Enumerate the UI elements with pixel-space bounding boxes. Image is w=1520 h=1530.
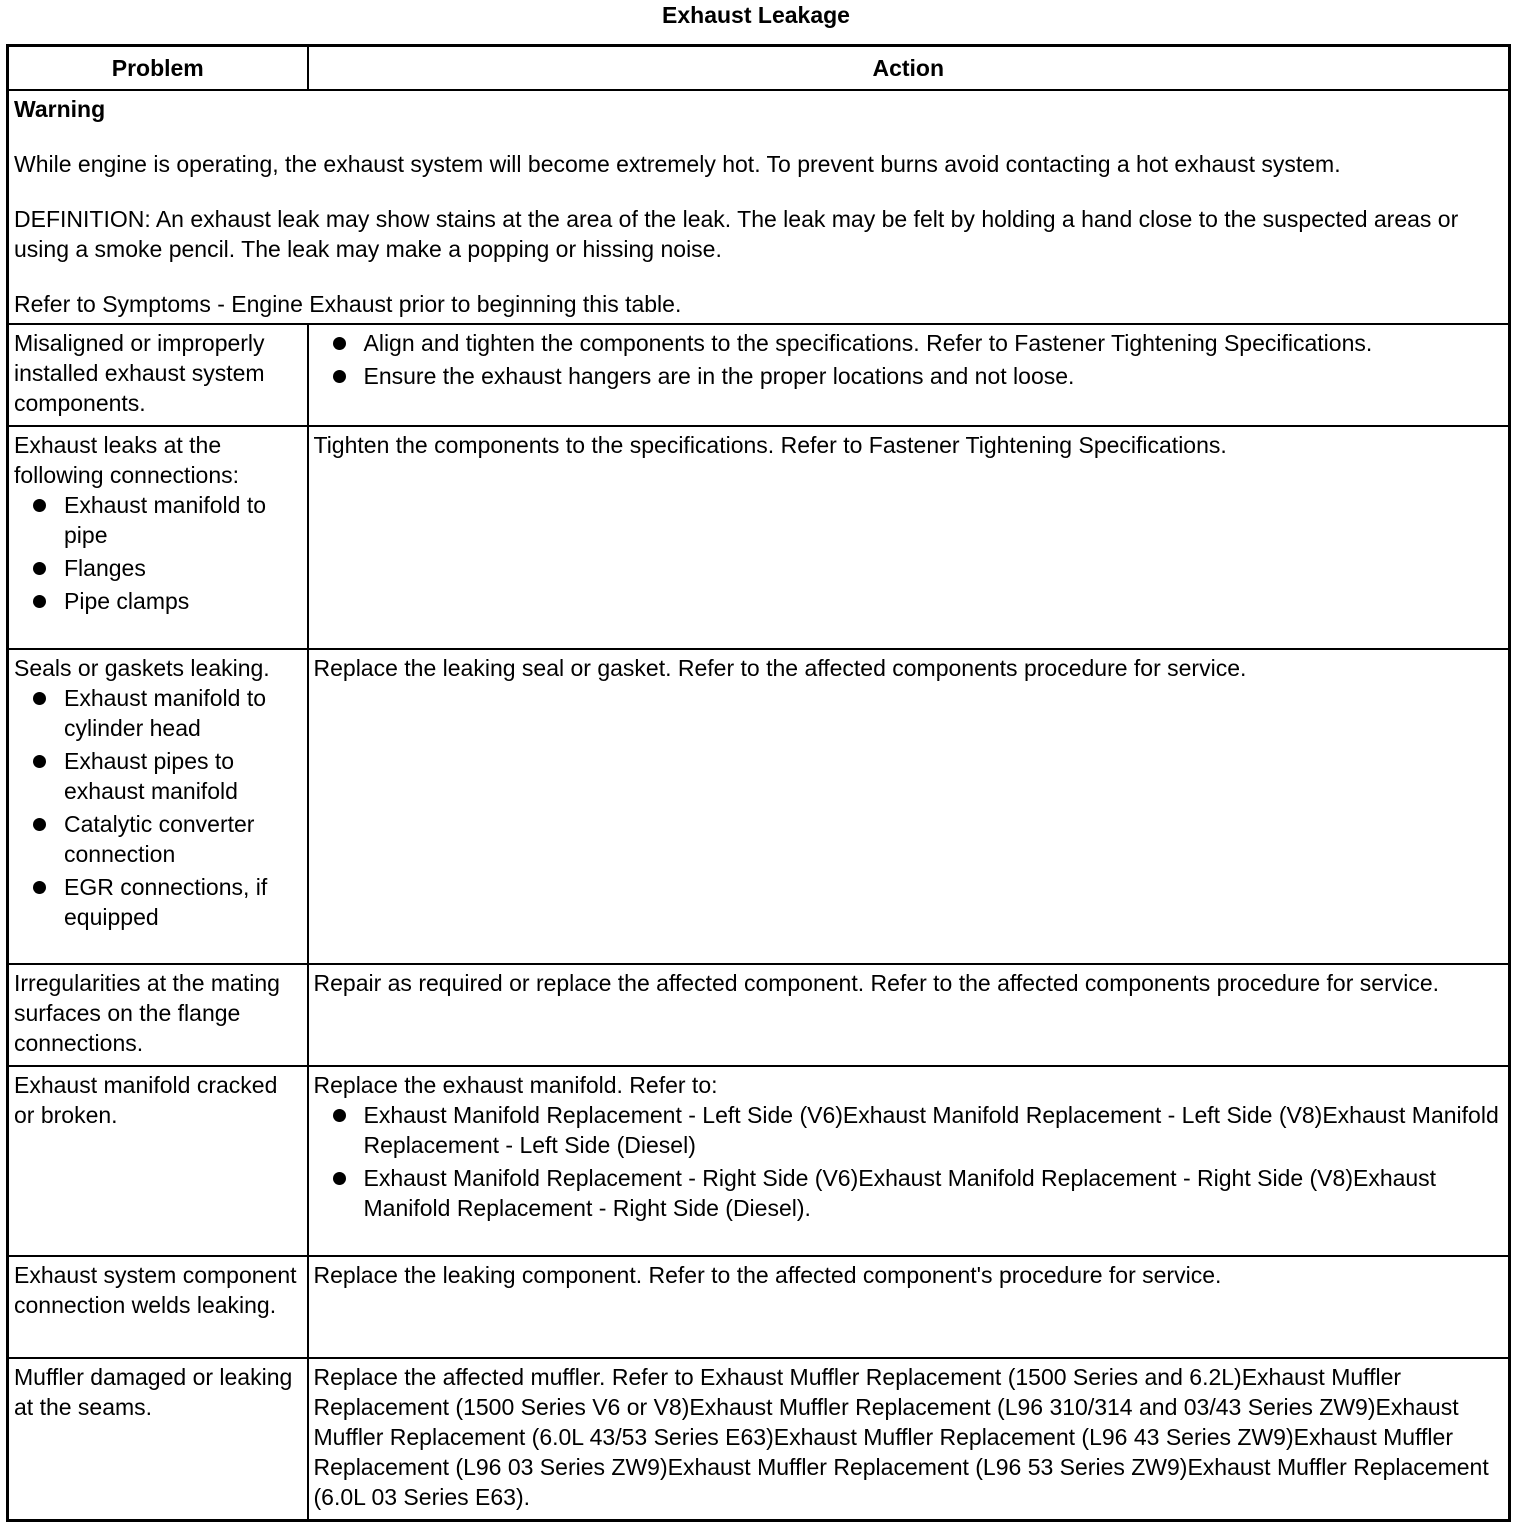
action-cell (308, 649, 1510, 964)
table-row (8, 1256, 1510, 1358)
table-row (8, 426, 1510, 649)
table-row (8, 1358, 1510, 1520)
table-row (8, 964, 1510, 1066)
problem-cell (8, 964, 308, 1066)
list-item: Exhaust pipes to exhaust manifold (14, 746, 304, 806)
problem-cell (8, 1256, 308, 1358)
action-cell (308, 324, 1510, 426)
problem-text: Exhaust system component connection welds leaking. (14, 1262, 297, 1318)
table-row (8, 649, 1510, 964)
table-row (8, 324, 1510, 426)
warning-label: Warning (14, 96, 106, 122)
action-cell (308, 426, 1510, 649)
problem-list (14, 490, 304, 616)
list-item: Catalytic converter connection (14, 809, 304, 869)
exhaust-leakage-table (6, 44, 1511, 1522)
problem-text: Exhaust manifold cracked or broken. (14, 1072, 278, 1128)
problem-text: Irregularities at the mating surfaces on the flange connections. (14, 970, 280, 1056)
table-header-row (8, 46, 1510, 91)
problem-text: Seals or gaskets leaking. (14, 655, 270, 681)
action-cell (308, 964, 1510, 1066)
action-text: Replace the leaking seal or gasket. Refer to the affected components procedure for service. (313, 655, 1247, 681)
column-header-problem: Problem (8, 46, 308, 91)
refer-text: Refer to Symptoms - Engine Exhaust prior to beginning this table. (14, 291, 682, 317)
page-title: Exhaust Leakage (662, 2, 850, 28)
list-item: Pipe clamps (14, 586, 304, 616)
action-list (314, 328, 1506, 391)
list-item: Exhaust Manifold Replacement - Right Side (V6)Exhaust Manifold Replacement - Right Side (V8)Exhaust Manifold Replacement - Right Side (Diesel). (314, 1163, 1506, 1223)
problem-cell (8, 1358, 308, 1520)
action-cell (308, 1256, 1510, 1358)
action-text: Replace the affected muffler. Refer to Exhaust Muffler Replacement (1500 Series and 6.2L)Exhaust Muffler Replacement (1500 Series V6 or V8)Exhaust Muffler Replacement (L96 310/314 and 03/43 Series ZW9)Exhaust Muffler Replacement (6.0L 43/53 Series E63)Exhaust Muffler Replacement (L96 43 Series ZW9)Exhaust Muffler Replacement (L96 03 Series ZW9)Exhaust Muffler Replacement (L96 53 Series ZW9)Exhaust Muffler Replacement (6.0L 03 Series E63). (313, 1364, 1489, 1510)
problem-cell (8, 649, 308, 964)
list-item: Exhaust manifold to cylinder head (14, 683, 304, 743)
problem-cell (8, 426, 308, 649)
action-text: Tighten the components to the specifications. Refer to Fastener Tightening Specifications. (313, 432, 1227, 458)
list-item: Flanges (14, 553, 304, 583)
list-item: Exhaust Manifold Replacement - Left Side (V6)Exhaust Manifold Replacement - Left Side (V8)Exhaust Manifold Replacement - Left Side (Diesel) (314, 1100, 1506, 1160)
problem-text: Misaligned or improperly installed exhaust system components. (14, 330, 265, 416)
problem-cell (8, 324, 308, 426)
action-text: Replace the leaking component. Refer to the affected component's procedure for service. (313, 1262, 1222, 1288)
table-row (8, 1066, 1510, 1256)
warning-row (8, 90, 1510, 324)
action-list (314, 1100, 1506, 1223)
column-header-action: Action (308, 46, 1510, 91)
action-text: Replace the exhaust manifold. Refer to: (313, 1072, 718, 1098)
action-cell (308, 1066, 1510, 1256)
action-cell (308, 1358, 1510, 1520)
list-item: EGR connections, if equipped (14, 872, 304, 932)
warning-text: While engine is operating, the exhaust system will become extremely hot. To prevent burns avoid contacting a hot exhaust system. (14, 151, 1341, 177)
action-text: Repair as required or replace the affected component. Refer to the affected components procedure for service. (313, 970, 1440, 996)
warning-cell (8, 90, 1510, 324)
list-item: Ensure the exhaust hangers are in the proper locations and not loose. (314, 361, 1506, 391)
definition-text: DEFINITION: An exhaust leak may show stains at the area of the leak. The leak may be felt by holding a hand close to the suspected areas or using a smoke pencil. The leak may make a popping or hissing noise. (14, 206, 1459, 262)
problem-cell (8, 1066, 308, 1256)
list-item: Align and tighten the components to the specifications. Refer to Fastener Tightening Specifications. (314, 328, 1506, 358)
problem-list (14, 683, 304, 932)
problem-text: Exhaust leaks at the following connections: (14, 432, 240, 488)
list-item: Exhaust manifold to pipe (14, 490, 304, 550)
problem-text: Muffler damaged or leaking at the seams. (14, 1364, 293, 1420)
